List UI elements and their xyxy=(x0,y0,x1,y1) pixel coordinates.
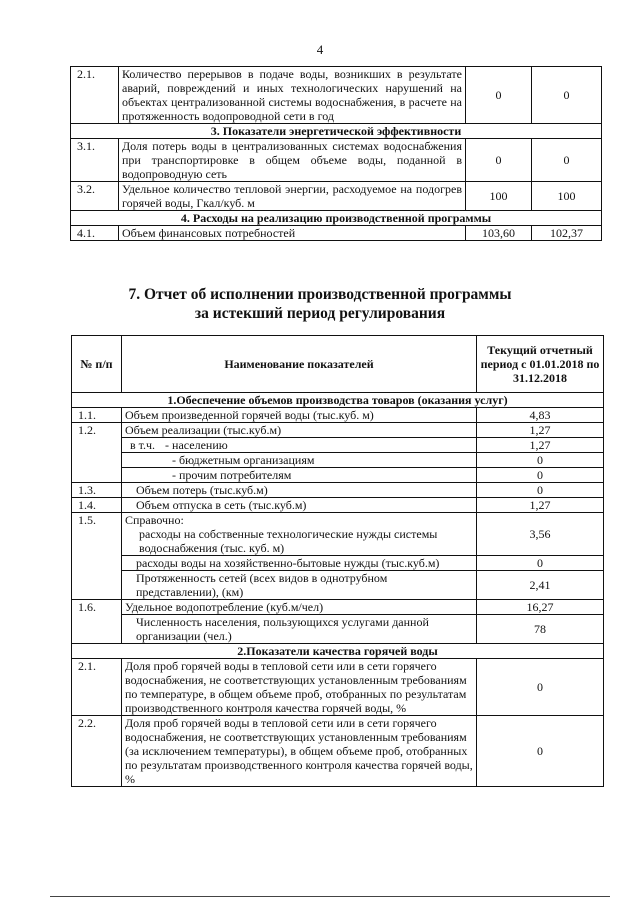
indicators-table-continued xyxy=(70,66,602,241)
table-row xyxy=(71,226,602,241)
value-cell: 1,27 xyxy=(477,498,604,513)
indicator-name: Численность населения, пользующихся услугами данной организации (чел.) xyxy=(122,615,477,644)
table-row xyxy=(72,423,604,438)
table-row xyxy=(72,468,604,483)
row-number: 2.2. xyxy=(72,716,122,787)
table-row xyxy=(72,438,604,453)
value-cell: 4,83 xyxy=(477,408,604,423)
table-row xyxy=(72,659,604,716)
subitem-prefix: в т.ч. xyxy=(130,438,156,452)
row-number: 3.2. xyxy=(71,182,119,211)
value-cell: 3,56 xyxy=(477,513,604,556)
indicator-name: Доля проб горячей воды в тепловой сети или в сети горячего водоснабжения, не соответствующих установленным требованиям (за исключением температуры), в общем объеме проб, отобранных по результатам производственного контроля качества горячей воды, % xyxy=(122,716,477,787)
table-row xyxy=(72,513,604,556)
row-number: 2.1. xyxy=(71,67,119,124)
value-cell: 0 xyxy=(477,716,604,787)
row-number: 2.1. xyxy=(72,659,122,716)
table-row xyxy=(71,67,602,124)
value-cell: 0 xyxy=(477,453,604,468)
row-number: 1.4. xyxy=(72,498,122,513)
value-cell: 0 xyxy=(477,659,604,716)
value-cell: 16,27 xyxy=(477,600,604,615)
indicator-name: Количество перерывов в подаче воды, возникших в результате аварий, повреждений и иных технологических нарушений на объектах централизованной системы водоснабжения, в расчете на протяженность водопроводной сети в год xyxy=(119,67,466,124)
table-row xyxy=(71,139,602,182)
indicator-name: Объем потерь (тыс.куб.м) xyxy=(122,483,477,498)
table-row xyxy=(72,453,604,468)
value-cell: 0 xyxy=(532,67,602,124)
table-row xyxy=(72,571,604,600)
indicator-subitem xyxy=(122,438,477,453)
indicator-subitem: - прочим потребителям xyxy=(122,468,477,483)
report-title-line: 7. Отчет об исполнении производственной программы xyxy=(128,286,512,303)
value-cell: 2,41 xyxy=(477,571,604,600)
indicator-name: Объем реализации (тыс.куб.м) xyxy=(122,423,477,438)
section-row xyxy=(72,393,604,408)
row-number: 1.6. xyxy=(72,600,122,644)
value-cell: 0 xyxy=(477,483,604,498)
value-cell: 100 xyxy=(466,182,532,211)
value-cell: 102,37 xyxy=(532,226,602,241)
indicator-name: Доля потерь воды в централизованных системах водоснабжения при транспортировке в общем объеме воды, поданной в водопроводную сеть xyxy=(119,139,466,182)
production-report-table xyxy=(71,335,604,787)
indicator-name: Удельное водопотребление (куб.м/чел) xyxy=(122,600,477,615)
table-row xyxy=(72,498,604,513)
indicator-name: Протяженность сетей (всех видов в однотрубном представлении), (км) xyxy=(122,571,477,600)
indicator-name: Объем отпуска в сеть (тыс.куб.м) xyxy=(122,498,477,513)
indicator-name: Объем произведенной горячей воды (тыс.куб. м) xyxy=(122,408,477,423)
indicator-name: расходы на собственные технологические нужды системы водоснабжения (тыс. куб. м) xyxy=(139,527,438,555)
reference-label: Справочно: xyxy=(125,513,184,527)
value-cell: 100 xyxy=(532,182,602,211)
report-title xyxy=(0,285,640,323)
table-row xyxy=(72,483,604,498)
column-header-name: Наименование показателей xyxy=(122,336,477,393)
value-cell: 1,27 xyxy=(477,438,604,453)
table-row xyxy=(72,556,604,571)
section-heading: 2.Показатели качества горячей воды xyxy=(72,644,604,659)
section-row xyxy=(72,644,604,659)
page-bottom-rule xyxy=(50,896,610,897)
row-number: 1.1. xyxy=(72,408,122,423)
indicator-name: расходы воды на хозяйственно-бытовые нужды (тыс.куб.м) xyxy=(122,556,477,571)
column-header-period: Текущий отчетный период с 01.01.2018 по 31.12.2018 xyxy=(477,336,604,393)
indicator-subitem: - бюджетным организациям xyxy=(122,453,477,468)
subitem-label: - населению xyxy=(165,438,228,452)
value-cell: 0 xyxy=(466,139,532,182)
section-row xyxy=(71,124,602,139)
indicator-name: Удельное количество тепловой энергии, расходуемое на подогрев горячей воды, Гкал/куб. м xyxy=(119,182,466,211)
report-title-line: за истекший период регулирования xyxy=(194,305,446,322)
column-header-number: № п/п xyxy=(72,336,122,393)
value-cell: 1,27 xyxy=(477,423,604,438)
row-number: 4.1. xyxy=(71,226,119,241)
section-row xyxy=(71,211,602,226)
table-row xyxy=(72,408,604,423)
value-cell: 0 xyxy=(532,139,602,182)
row-number: 1.5. xyxy=(72,513,122,600)
value-cell: 103,60 xyxy=(466,226,532,241)
value-cell: 78 xyxy=(477,615,604,644)
row-number: 1.3. xyxy=(72,483,122,498)
table-row xyxy=(71,182,602,211)
indicator-reference xyxy=(122,513,477,556)
value-cell: 0 xyxy=(477,556,604,571)
table-row xyxy=(72,600,604,615)
indicator-name: Доля проб горячей воды в тепловой сети или в сети горячего водоснабжения, не соответствующих установленным требованиям по температуре, в общем объеме проб, отобранных по результатам производственного контроля качества горячей воды, % xyxy=(122,659,477,716)
page-number: 4 xyxy=(316,42,324,57)
row-number: 3.1. xyxy=(71,139,119,182)
table-row xyxy=(72,615,604,644)
value-cell: 0 xyxy=(477,468,604,483)
table-row xyxy=(72,716,604,787)
section-heading: 3. Показатели энергетической эффективности xyxy=(71,124,602,139)
table-header-row xyxy=(72,336,604,393)
row-number: 1.2. xyxy=(72,423,122,483)
section-heading: 4. Расходы на реализацию производственной программы xyxy=(71,211,602,226)
indicator-name: Объем финансовых потребностей xyxy=(119,226,466,241)
section-heading: 1.Обеспечение объемов производства товаров (оказания услуг) xyxy=(72,393,604,408)
value-cell: 0 xyxy=(466,67,532,124)
